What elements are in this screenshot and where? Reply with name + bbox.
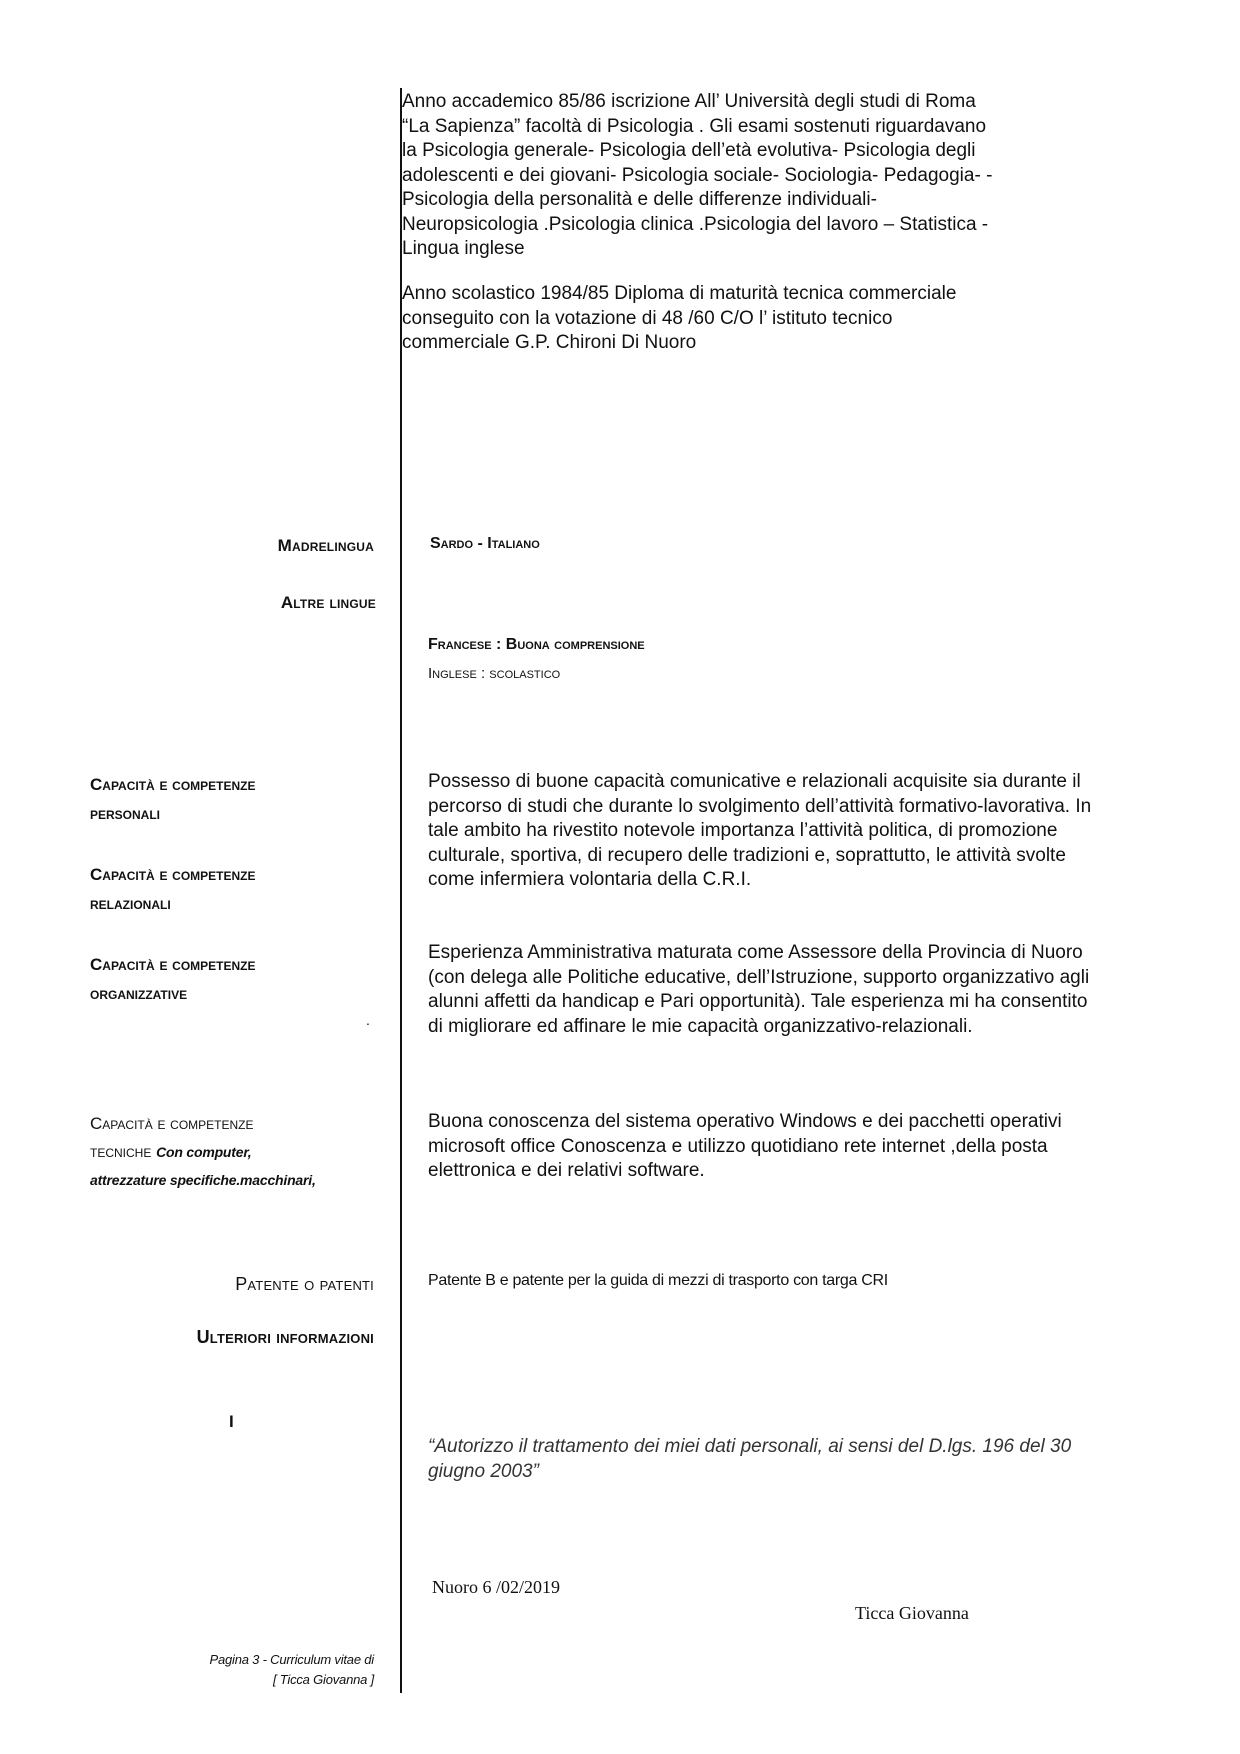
diploma-line: commerciale G.P. Chironi Di Nuoro [402,332,697,353]
personal-skills-label-line1: Capacità e competenze [90,775,256,794]
license-value: Patente B e patente per la guida di mezzi di trasporto con targa CRI [428,1272,888,1289]
relational-skills-label [90,860,256,918]
diploma-paragraph [402,282,1082,356]
organizational-skills-line: Esperienza Amministrativa maturata come Assessore della Provincia di Nuoro [428,942,1083,963]
university-paragraph [402,90,1082,262]
technical-skills-line: microsoft office Conoscenza e utilizzo quotidiano rete internet ,della posta [428,1135,1048,1157]
organizational-skills-line: (con delega alle Politiche educative, dell’Istruzione, supporto organizzativo agli [428,966,1090,988]
relational-skills-label-line2: relazionali [90,894,171,913]
university-line: Neuropsicologia .Psicologia clinica .Psicologia del lavoro – Statistica - [402,213,989,235]
university-line: Lingua inglese [402,238,525,259]
organizational-skills-line: alunni affetti da handicap e Pari opportunità). Tale esperienza mi ha consentito [428,991,1088,1012]
personal-skills-line: come infermiera volontaria della C.R.I. [428,869,752,890]
footer-line1: Pagina 3 - Curriculum vitae di [209,1652,374,1667]
organizational-skills-label [90,950,256,1008]
organizational-skills-paragraph [428,941,1188,1039]
technical-skills-sub-line2: attrezzature specifiche.macchinari, [90,1172,316,1188]
university-line: Psicologia della personalità e delle differenze individuali- [402,189,877,210]
university-line: “La Sapienza” facoltà di Psicologia . Gli esami sostenuti riguardavano [402,115,987,137]
consent-line: “Autorizzo il trattamento dei miei dati personali, ai sensi del D.lgs. 196 del 30 [428,1436,1072,1457]
relational-skills-label-line1: Capacità e competenze [90,865,256,884]
personal-skills-line: percorso di studi che durante lo svolgimento dell’attività formativo-lavorativa. In [428,795,1092,817]
license-label: Patente o patenti [235,1274,374,1294]
technical-skills-line: Buona conoscenza del sistema operativo Windows e dei pacchetti operativi [428,1111,1062,1132]
university-line: adolescenti e dei giovani- Psicologia sociale- Sociologia- Pedagogia- - [402,164,993,186]
organizational-skills-label-line1: Capacità e competenze [90,955,256,974]
organizational-skills-line: di migliorare ed affinare le mie capacità organizzativo-relazionali. [428,1015,973,1037]
mother-tongue-value: Sardo - Italiano [430,535,540,552]
organizational-skills-label-line2: organizzative [90,984,188,1003]
consent-line: giugno 2003” [428,1460,539,1482]
english-language: Inglese : scolastico [428,665,561,682]
personal-skills-line: culturale, sportiva, di recupero delle tradizioni e, soprattutto, le attività svolte [428,844,1066,866]
diploma-line: Anno scolastico 1984/85 Diploma di maturità tecnica commerciale [402,283,957,304]
technical-skills-label-line2: tecniche [90,1142,152,1161]
place-and-date: Nuoro 6 /02/2019 [432,1577,560,1597]
technical-skills-sub-line1: Con computer, [156,1144,252,1160]
mother-tongue-label: Madrelingua [277,536,374,555]
stray-dot: . [366,1012,370,1028]
technical-skills-paragraph [428,1110,1188,1184]
french-language: Francese : Buona comprensione [428,636,645,653]
technical-skills-line: elettronica e dei relativi software. [428,1160,705,1181]
other-languages-label: Altre lingue [280,593,376,612]
personal-skills-line: tale ambito ha rivestito notevole importanza l’attività politica, di promozione [428,820,1058,841]
data-consent-statement [428,1435,1168,1484]
personal-skills-paragraph [428,770,1188,893]
further-info-marker: I [229,1412,234,1431]
personal-skills-line: Possesso di buone capacità comunicative e relazionali acquisite sia durante il [428,771,1081,792]
diploma-line: conseguito con la votazione di 48 /60 C/O l’ istituto tecnico [402,307,893,329]
footer-line2: [ Ticca Giovanna ] [272,1672,374,1687]
technical-skills-label [90,1110,316,1194]
further-info-label: Ulteriori informazioni [196,1327,374,1347]
university-line: la Psicologia generale- Psicologia dell’età evolutiva- Psicologia degli [402,140,976,161]
university-line: Anno accademico 85/86 iscrizione All’ Università degli studi di Roma [402,91,976,112]
page-footer [209,1650,374,1690]
technical-skills-label-line1: Capacità e competenze [90,1114,254,1133]
personal-skills-label [90,770,256,828]
signature-name: Ticca Giovanna [855,1603,969,1623]
personal-skills-label-line2: personali [90,804,161,823]
